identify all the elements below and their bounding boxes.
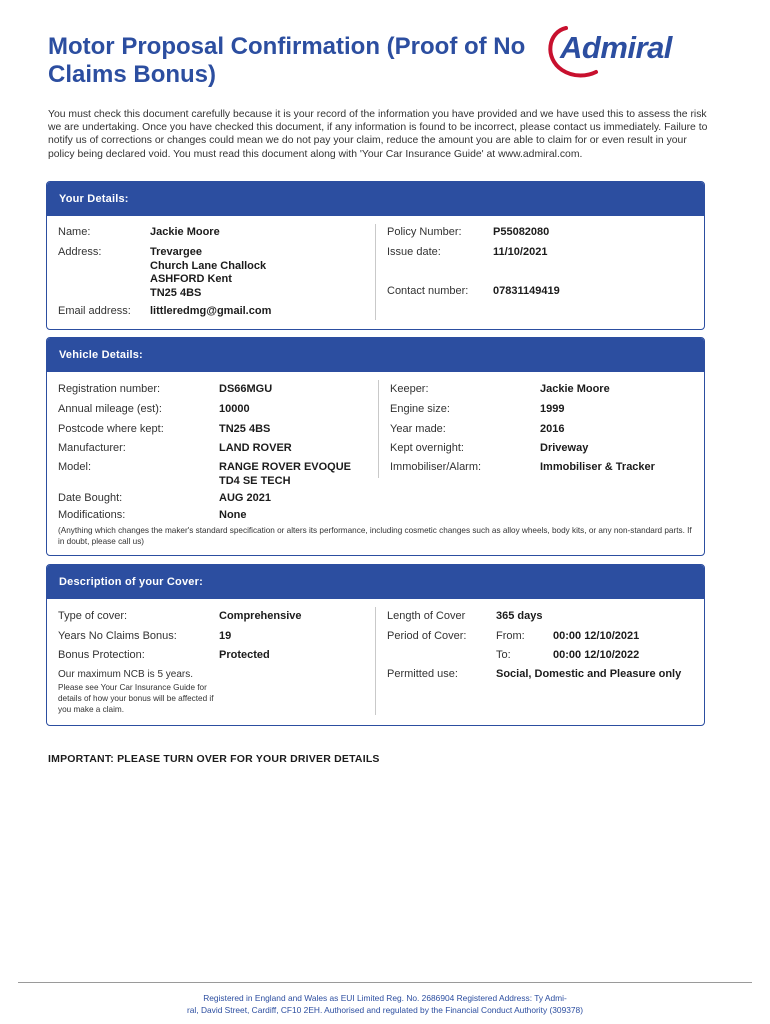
ncb-years-value: 19 (219, 630, 232, 642)
footer-line2: ral, David Street, Cardiff, CF10 2EH. Authorised and regulated by the Financial Conduct Authority (309378) (186, 1005, 583, 1015)
postcode-label: Postcode where kept: (58, 423, 164, 435)
engine-size-value: 1999 (540, 403, 565, 415)
kept-overnight-value: Driveway (540, 442, 589, 454)
length-of-cover-label: Length of Cover (387, 610, 466, 622)
type-of-cover-value: Comprehensive (219, 610, 302, 622)
immobiliser-label: Immobiliser/Alarm: (390, 461, 482, 473)
max-ncb-note: Our maximum NCB is 5 years. (58, 669, 194, 680)
bonus-protection-value: Protected (219, 649, 270, 661)
footer-line1: Registered in England and Wales as EUI Limited Reg. No. 2686904 Registered Address: Ty Admi- (203, 993, 567, 1003)
vehicle-details-panel (46, 337, 705, 556)
immobiliser-value: Immobiliser & Tracker (540, 461, 655, 473)
policy-number-value: P55082080 (493, 226, 550, 238)
modifications-note: (Anything which changes the maker's standard specification or alters its performance, including cosmetic changes such as alloy wheels, body kits, or any non-standard parts. If in doubt, please call us) (58, 526, 692, 546)
model-label: Model: (58, 461, 92, 473)
ncb-guide-note: Please see Your Car Insurance Guide for details of how your bonus will be affected if you make a claim. (58, 683, 214, 714)
cover-panel (46, 564, 705, 726)
address-line3: ASHFORD Kent (150, 273, 232, 285)
model-line1: RANGE ROVER EVOQUE (219, 461, 352, 473)
footer-divider (18, 982, 752, 983)
permitted-use-label: Permitted use: (387, 668, 458, 680)
type-of-cover-label: Type of cover: (58, 610, 128, 622)
address-line2: Church Lane Challock (150, 259, 267, 272)
column-divider (375, 607, 376, 715)
name-value: Jackie Moore (150, 226, 220, 238)
vehicle-details-heading: Vehicle Details: (47, 338, 704, 372)
to-value: 00:00 12/10/2022 (553, 649, 640, 661)
ncb-years-label: Years No Claims Bonus: (58, 630, 177, 642)
issue-date-label: Issue date: (387, 246, 441, 258)
registration-value: DS66MGU (219, 383, 273, 395)
engine-size-label: Engine size: (390, 403, 450, 415)
issue-date-value: 11/10/2021 (493, 246, 548, 258)
to-label: To: (496, 649, 511, 661)
page-title: Motor Proposal Confirmation (Proof of No Claims Bonus) (48, 33, 526, 88)
address-line4: TN25 4BS (150, 286, 202, 299)
logo-wordmark: Admiral (560, 30, 672, 65)
mileage-label: Annual mileage (est): (58, 403, 162, 415)
date-bought-value: AUG 2021 (219, 492, 271, 504)
period-of-cover-label: Period of Cover: (387, 630, 467, 642)
manufacturer-label: Manufacturer: (58, 442, 126, 454)
address-line1: Trevargee (150, 246, 202, 258)
postcode-value: TN25 4BS (219, 423, 271, 435)
permitted-use-value: Social, Domestic and Pleasure only (496, 668, 682, 680)
date-bought-label: Date Bought: (58, 492, 123, 504)
manufacturer-value: LAND ROVER (219, 442, 292, 454)
footer (150, 992, 620, 1016)
important-notice: IMPORTANT: PLEASE TURN OVER FOR YOUR DRIVER DETAILS (48, 753, 380, 765)
your-details-panel (46, 181, 705, 330)
contact-number-label: Contact number: (387, 285, 469, 297)
year-made-value: 2016 (540, 423, 565, 435)
registration-label: Registration number: (58, 383, 161, 395)
kept-overnight-label: Kept overnight: (390, 442, 464, 454)
contact-number-value: 07831149419 (493, 285, 560, 297)
policy-number-label: Policy Number: (387, 226, 462, 238)
email-label: Email address: (58, 305, 131, 317)
modifications-label: Modifications: (58, 509, 126, 521)
year-made-label: Year made: (390, 423, 446, 435)
model-line2: TD4 SE TECH (219, 474, 291, 487)
mileage-value: 10000 (219, 403, 250, 415)
bonus-protection-label: Bonus Protection: (58, 649, 145, 661)
column-divider (378, 380, 379, 478)
cover-heading: Description of your Cover: (47, 565, 704, 599)
column-divider (375, 224, 376, 320)
email-value: littleredmg@gmail.com (150, 305, 272, 317)
intro-paragraph: You must check this document carefully because it is your record of the information you have provided and we have used this to assess the risk we are undertaking. Once you have checked this document, if any information is found to be incorrect, please contact us immediately. Failure to notify us of corrections or changes could mean we do not pay your claim, reduce the amount you are able to claim for or even result in your policy being declared void. You must read this document along with 'Your Car Insurance Guide' at www.admiral.com. (48, 109, 708, 160)
modifications-value: None (219, 509, 247, 521)
name-label: Name: (58, 226, 91, 238)
your-details-heading: Your Details: (47, 182, 704, 216)
from-label: From: (496, 630, 525, 642)
length-of-cover-value: 365 days (496, 610, 543, 622)
from-value: 00:00 12/10/2021 (553, 630, 640, 642)
keeper-label: Keeper: (390, 383, 429, 395)
address-label: Address: (58, 246, 102, 258)
admiral-logo (544, 24, 704, 80)
keeper-value: Jackie Moore (540, 383, 610, 395)
